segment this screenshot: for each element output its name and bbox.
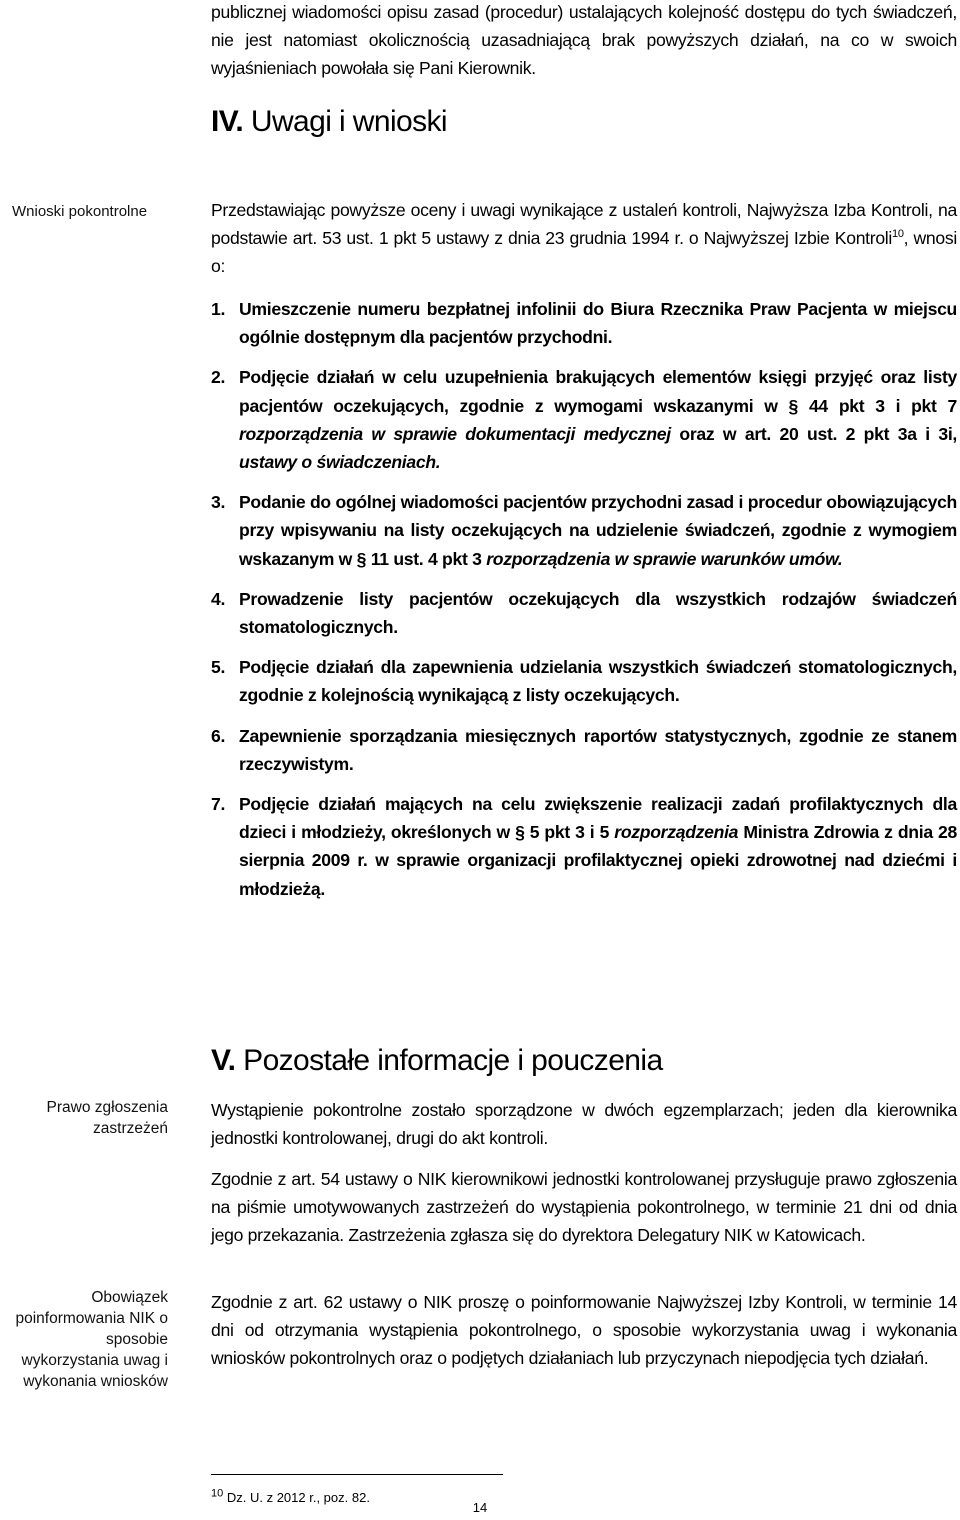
section-4-heading	[211, 104, 957, 140]
side-label-obowiazek: Obowiązek poinformowania NIK o sposobie wykorzystania uwag i wykonania wniosków	[15, 1289, 168, 1390]
list-item: 6. Zapewnienie sporządzania miesięcznych raportów statystycznych, zgodnie ze stanem rzeczywistym.	[211, 725, 957, 774]
side-label-wnioski: Wnioski pokontrolne	[12, 203, 148, 220]
section-5-title: Pozostałe informacje i pouczenia	[243, 1044, 663, 1077]
list-item: 4. Prowadzenie listy pacjentów oczekujących dla wszystkich rodzajów świadczeń stomatologicznych.	[211, 588, 957, 638]
section-5-heading	[211, 1043, 957, 1079]
list-item: 2. Podjęcie działań w celu uzupełnienia brakujących elementów księgi przyjęć oraz listy pacjentów oczekujących, zgodnie z wymogami wskazanymi w § 44 pkt 3 i pkt 7 rozporządzenia w sprawie dokumentacji medycznej oraz w art. 20 ust. 2 pkt 3a i 3i, ustawy o świadczeniach.	[211, 367, 957, 473]
footnote: $^{10}$ Dz. U. z 2012 r., poz. 82.	[211, 1487, 370, 1505]
section-5-paragraph-1: Wystąpienie pokontrolne zostało sporządzone w dwóch egzemplarzach; jeden dla kierownika jednostki kontrolowanej, drugi do akt kontroli.	[211, 1100, 957, 1149]
section-5-paragraph-2: Zgodnie z art. 54 ustawy o NIK kierownikowi jednostki kontrolowanej przysługuje prawo zgłoszenia na piśmie umotywowanych zastrzeżeń do wystąpienia pokontrolnego, w terminie 21 dni od dnia jego przekazania. Zastrzeżenia zgłasza się do dyrektora Delegatury NIK w Katowicach.	[211, 1169, 957, 1246]
section-5-number: V.	[211, 1044, 236, 1077]
page-number: 14	[472, 1500, 488, 1515]
footnote-rule	[211, 1474, 503, 1475]
section-4-lead: Przedstawiając powyższe oceny i uwagi wynikające z ustaleń kontroli, Najwyższa Izba Kontroli, na podstawie art. 53 ust. 1 pkt 5 ustawy z dnia 23 grudnia 1994 r. o Najwyższej Izbie Kontroli$^{10}$, wnosi o:	[211, 200, 957, 277]
list-item: 7. Podjęcie działań mających na celu zwiększenie realizacji zadań profilaktycznych dla dzieci i młodzieży, określonych w § 5 pkt 3 i 5 rozporządzenia Ministra Zdrowia z dnia 28 sierpnia 2009 r. w sprawie organizacji profilaktycznej opieki zdrowotnej nad dziećmi i młodzieżą.	[211, 794, 957, 899]
section-4-title: Uwagi i wnioski	[250, 105, 447, 138]
list-item: 3. Podanie do ogólnej wiadomości pacjentów przychodni zasad i procedur obowiązujących przy wpisywaniu na listy oczekujących na udzielenie świadczeń, zgodnie z wymogiem wskazanym w § 11 ust. 4 pkt 3 rozporządzenia w sprawie warunków umów.	[211, 492, 957, 569]
side-label-prawo: Prawo zgłoszenia zastrzeżeń	[46, 1099, 168, 1137]
list-item: 1. Umieszczenie numeru bezpłatnej infolinii do Biura Rzecznika Praw Pacjenta w miejscu ogólnie dostępnym dla pacjentów przychodni.	[211, 299, 957, 348]
recommendations-list	[211, 295, 957, 903]
footnote-ref: 10	[892, 228, 904, 241]
section-5-paragraph-3: Zgodnie z art. 62 ustawy o NIK proszę o poinformowanie Najwyższej Izby Kontroli, w terminie 14 dni od otrzymania wystąpienia pokontrolnego, o sposobie wykorzystania uwag i wykonania wniosków pokontrolnych oraz o podjętych działaniach lub przyczynach niepodjęcia tych działań.	[211, 1292, 957, 1369]
list-item: 5. Podjęcie działań dla zapewnienia udzielania wszystkich świadczeń stomatologicznych, zgodnie z kolejnością wynikającą z listy oczekujących.	[211, 657, 957, 706]
section-4-number: IV.	[211, 105, 244, 138]
intro-paragraph: publicznej wiadomości opisu zasad (procedur) ustalających kolejność dostępu do tych świadczeń, nie jest natomiast okolicznością uzasadniającą brak powyższych działań, na co w swoich wyjaśnieniach powołała się Pani Kierownik.	[211, 2, 957, 79]
